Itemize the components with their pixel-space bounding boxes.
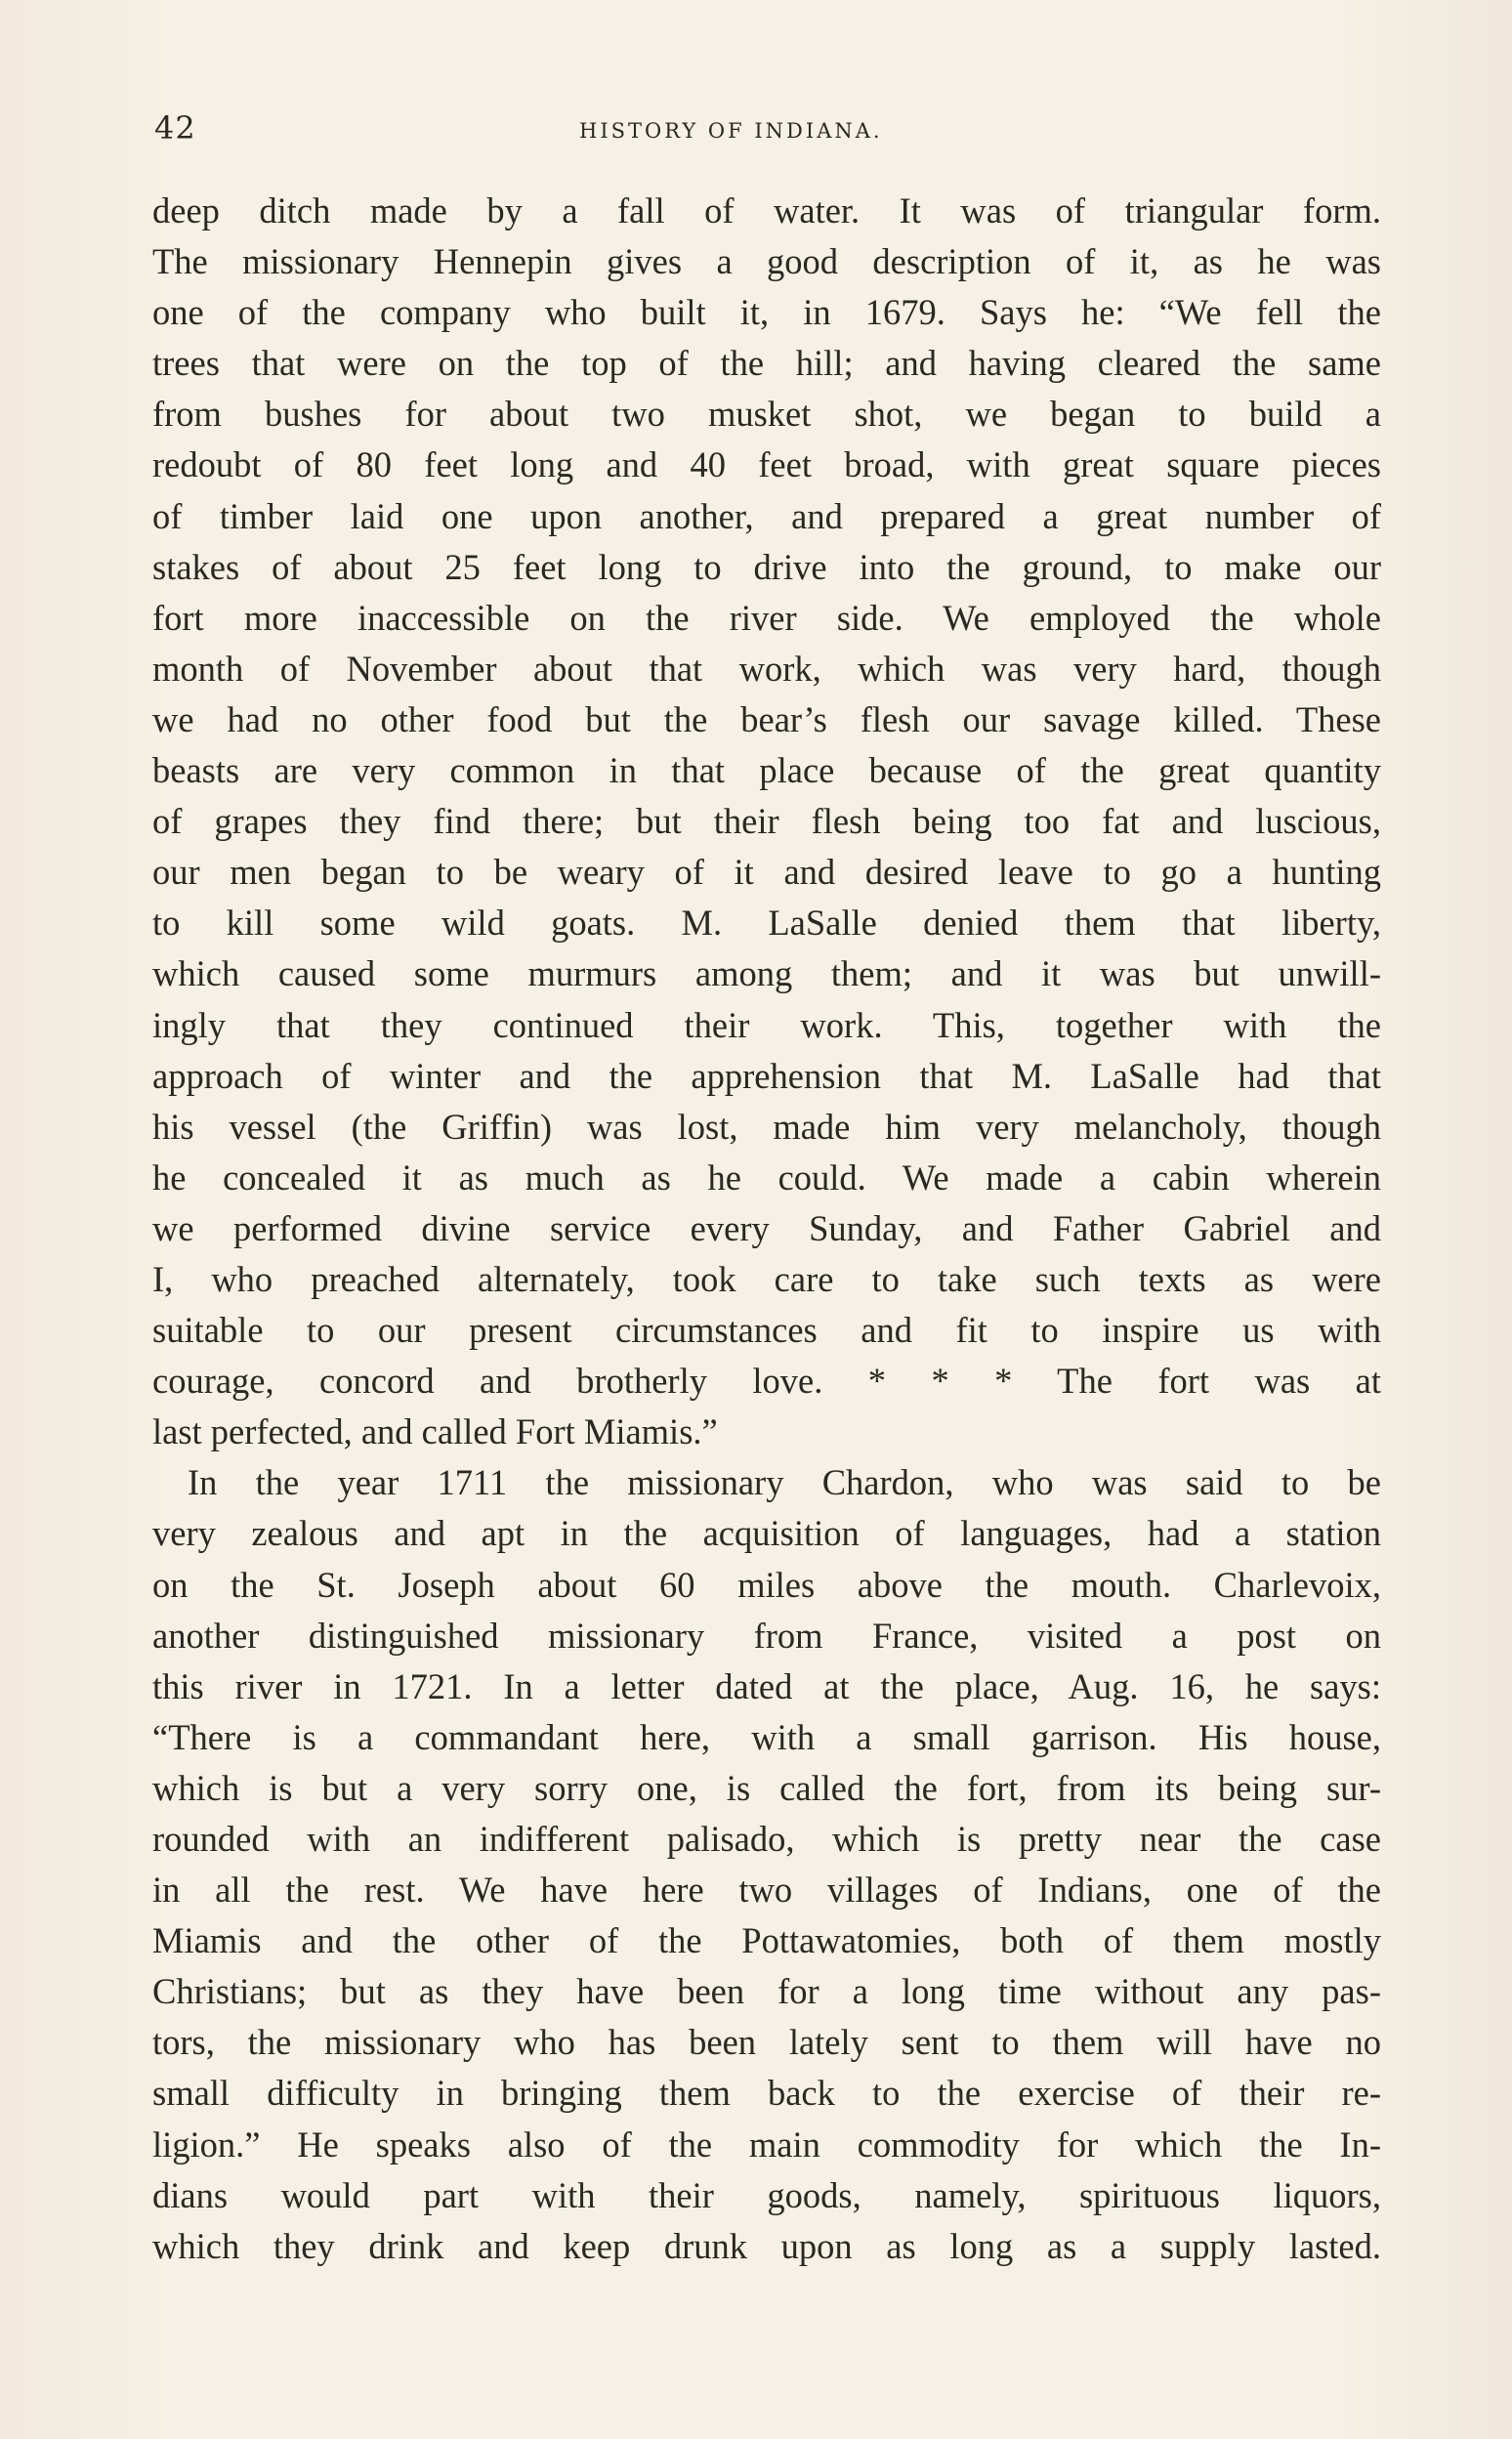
text-line: Miamis and the other of the Pottawatomies, both of them mostly — [152, 1920, 1381, 1961]
text-line: The missionary Hennepin gives a good description of it, as he was — [152, 241, 1381, 282]
text-line: tors, the missionary who has been lately sent to them will have no — [152, 2022, 1381, 2063]
text-line: Christians; but as they have been for a long time without any pas- — [152, 1971, 1381, 2012]
running-head: HISTORY OF INDIANA. — [579, 119, 883, 143]
text-line: beasts are very common in that place because of the great quantity — [152, 750, 1381, 791]
text-line: we had no other food but the bear’s flesh our savage killed. These — [152, 698, 1381, 739]
text-line: rounded with an indifferent palisado, which is pretty near the case — [152, 1819, 1381, 1859]
text-line: his vessel (the Griffin) was lost, made him very melancholy, though — [152, 1106, 1381, 1147]
text-line: our men began to be weary of it and desired leave to go a hunting — [152, 852, 1381, 893]
text-line: dians would part with their goods, namely, spirituous liquors, — [152, 2174, 1381, 2215]
text-line: fort more inaccessible on the river side. We employed the whole — [152, 597, 1381, 638]
page-header — [154, 109, 1375, 158]
text-line: redoubt of 80 feet long and 40 feet broad, with great square pieces — [152, 444, 1381, 485]
text-line: trees that were on the top of the hill; and having cleared the same — [152, 343, 1381, 384]
text-line: month of November about that work, which was very hard, though — [152, 648, 1381, 689]
text-line: which caused some murmurs among them; and it was but unwill- — [152, 953, 1381, 994]
text-line: which they drink and keep drunk upon as long as a supply lasted. — [152, 2225, 1381, 2266]
text-line: small difficulty in bringing them back to the exercise of their re- — [152, 2073, 1381, 2114]
text-line: from bushes for about two musket shot, we began to build a — [152, 394, 1381, 435]
text-line: another distinguished missionary from France, visited a post on — [152, 1615, 1381, 1656]
text-line: he concealed it as much as he could. We made a cabin wherein — [152, 1156, 1381, 1198]
text-line: suitable to our present circumstances and fit to inspire us with — [152, 1310, 1381, 1351]
text-line: In the year 1711 the missionary Chardon, who was said to be — [188, 1462, 1381, 1503]
text-line: of grapes they find there; but their flesh being too fat and luscious, — [152, 801, 1381, 842]
paragraph-1 — [152, 186, 1381, 1457]
text-line: approach of winter and the apprehension that M. LaSalle had that — [152, 1055, 1381, 1096]
text-line: on the St. Joseph about 60 miles above the mouth. Charlevoix, — [152, 1564, 1381, 1605]
text-line: of timber laid one upon another, and prepared a great number of — [152, 495, 1381, 536]
text-line: to kill some wild goats. M. LaSalle denied them that liberty, — [152, 903, 1381, 944]
body-text — [152, 186, 1381, 2272]
text-line: ingly that they continued their work. This, together with the — [152, 1004, 1381, 1045]
text-line: very zealous and apt in the acquisition of languages, had a station — [152, 1513, 1381, 1554]
text-line: which is but a very sorry one, is called the fort, from its being sur- — [152, 1767, 1381, 1808]
text-line: ligion.” He speaks also of the main commodity for which the In- — [152, 2124, 1381, 2165]
paragraph-2 — [152, 1457, 1381, 2272]
text-line: “There is a commandant here, with a small garrison. His house, — [152, 1716, 1381, 1757]
page-number: 42 — [154, 109, 196, 147]
text-line: in all the rest. We have here two villages of Indians, one of the — [152, 1870, 1381, 1911]
text-line: stakes of about 25 feet long to drive into the ground, to make our — [152, 546, 1381, 587]
text-line: one of the company who built it, in 1679. Says he: “We fell the — [152, 292, 1381, 333]
text-line: deep ditch made by a fall of water. It was of triangular form. — [152, 190, 1381, 231]
text-line: last perfected, and called Fort Miamis.” — [152, 1411, 718, 1452]
text-line: this river in 1721. In a letter dated at the place, Aug. 16, he says: — [152, 1665, 1381, 1706]
text-line: I, who preached alternately, took care to take such texts as were — [152, 1258, 1381, 1299]
text-line: courage, concord and brotherly love. * * * The fort was at — [152, 1361, 1381, 1402]
text-line: we performed divine service every Sunday, and Father Gabriel and — [152, 1207, 1381, 1248]
